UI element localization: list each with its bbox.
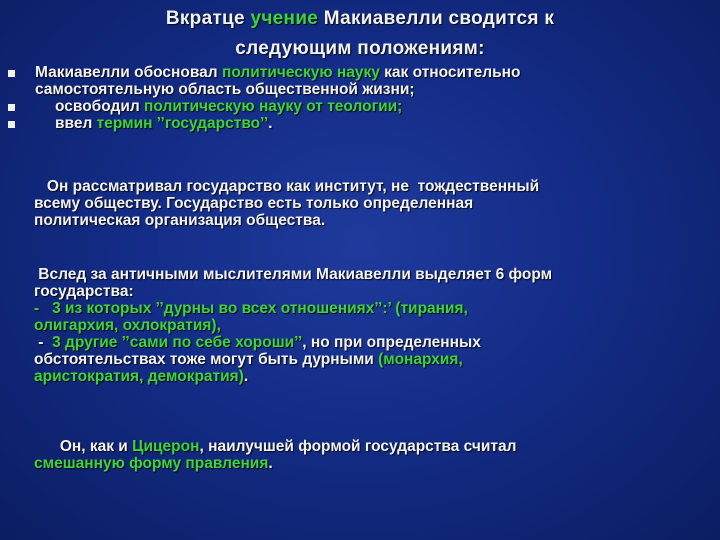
para2-line-4: олигархия, охлократия),	[34, 317, 221, 334]
slide-title	[0, 4, 720, 64]
para2-line-5	[34, 334, 714, 351]
bullet-1-highlight: политическую науку	[221, 64, 380, 81]
bullet-text-1	[35, 64, 520, 98]
bullet-square-icon	[8, 104, 15, 111]
bullet-1-text-a: Макиавелли обосновал	[35, 64, 222, 81]
bullet-text-3	[55, 115, 272, 132]
para1-line-2: всему обществу. Государство есть только определенная	[34, 195, 474, 212]
bullet-2-highlight: политическую науку от теологии;	[144, 98, 403, 115]
para2-line-2: государства:	[34, 283, 134, 300]
title-highlight: учение	[250, 8, 319, 29]
para2-line-1: Вслед за античными мыслителями Макиавелли выделяет 6 форм	[34, 266, 553, 283]
bullet-square-icon	[8, 121, 15, 128]
para3-line-1	[34, 438, 714, 455]
title-text: Вкратце	[165, 8, 251, 29]
bullet-text-2	[55, 98, 402, 115]
para3-line-2-highlight: смешанную форму правления	[34, 455, 269, 472]
bullet-3-text-a: ввел	[55, 115, 97, 132]
bullet-item-2	[8, 98, 708, 115]
para3-line-2	[34, 455, 714, 472]
para2-line-6-a: обстоятельствах тоже могут быть дурными	[34, 351, 379, 368]
para2-line-7	[34, 368, 714, 385]
para2-line-5-c: , но при определенных	[302, 334, 481, 351]
para2-line-7-highlight: аристократия, демократия)	[34, 368, 244, 385]
para1-line-1: Он рассматривал государство как институт, не тождественный	[34, 178, 540, 195]
title-line-1	[0, 4, 720, 34]
title-line-2: следующим положениям:	[235, 38, 485, 59]
para3-line-1-highlight: Цицерон	[132, 438, 200, 455]
paragraph-forms-of-state	[34, 266, 714, 385]
title-text-rest: Макиавелли сводится к	[318, 8, 555, 29]
bullet-1-line-2: самостоятельную область общественной жизни;	[35, 81, 415, 98]
para2-line-5-a: -	[34, 334, 53, 351]
para3-line-2-c: .	[268, 455, 273, 472]
para1-line-3: политическая организация общества.	[34, 212, 326, 229]
paragraph-mixed-government	[34, 438, 714, 472]
para2-line-6	[34, 351, 714, 368]
para2-line-7-c: .	[243, 368, 249, 385]
bullet-1-text-c: как относительно	[379, 64, 521, 81]
bullet-3-text-c: .	[268, 115, 273, 132]
para2-line-3: - 3 из которых ’’дурны во всех отношениях’’:’ (тирания,	[34, 300, 468, 317]
bullet-item-3	[8, 115, 708, 132]
bullet-3-highlight: термин ’’государство’’	[96, 115, 269, 132]
bullet-2-text-a: освободил	[55, 98, 145, 115]
bullet-square-icon	[8, 70, 15, 77]
para2-line-5-highlight: 3 другие ’’сами по себе хороши’’	[52, 334, 303, 351]
bullet-item-1	[8, 64, 708, 98]
para3-line-1-c: , наилучшей формой государства считал	[199, 438, 517, 455]
para2-line-6-highlight: (монархия,	[378, 351, 463, 368]
bullet-list	[8, 64, 708, 132]
para3-line-1-a: Он, как и	[34, 438, 133, 455]
paragraph-state-institution	[34, 178, 714, 229]
